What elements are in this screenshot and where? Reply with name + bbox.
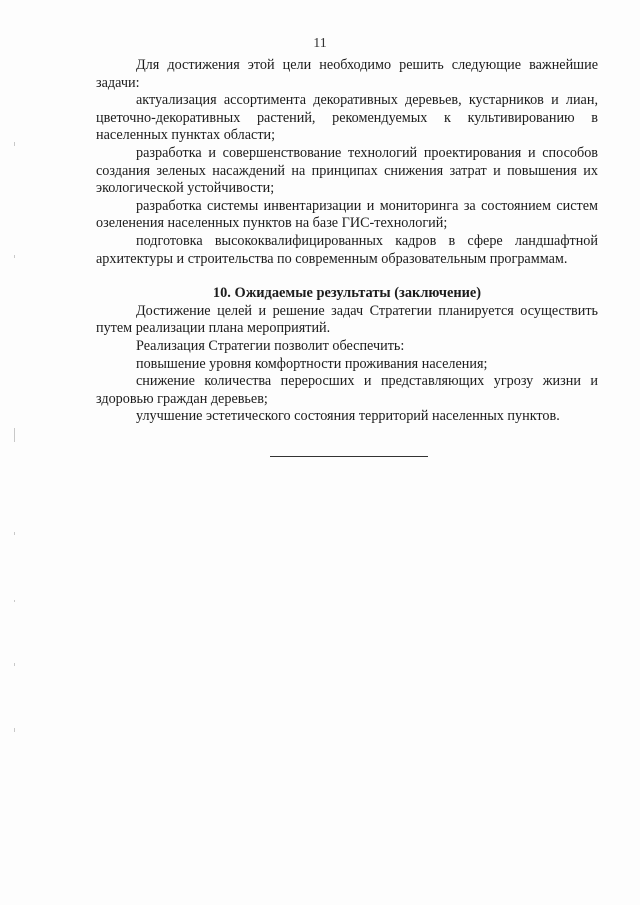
paragraph-results-intro: Реализация Стратегии позволит обеспечить: (136, 337, 405, 354)
end-of-text-rule (270, 456, 428, 457)
paragraph-task-inventory: разработка системы инвентаризации и мониторинга за состоянием систем озеленения населенных пунктов на базе ГИС-технологий; (96, 197, 598, 232)
paragraph-result-trees: снижение количества переросших и представляющих угрозу жизни и здоровью граждан деревьев; (96, 373, 598, 407)
paragraph-goal-tasks-intro: Для достижения этой цели необходимо решить следующие важнейшие задачи: (96, 57, 598, 91)
section-heading: 10. Ожидаемые результаты (заключение) (212, 285, 482, 302)
page-number: 11 (313, 36, 327, 51)
document-body (96, 57, 598, 426)
paragraph-task-personnel: подготовка высококвалифицированных кадров в сфере ландшафтной архитектуры и строительства по современным образовательным программам. (96, 232, 598, 267)
paragraph-task-assortment: актуализация ассортимента декоративных деревьев, кустарников и лиан, цветочно-декоративных растений, рекомендуемых к культивированию в населенных пунктах области; (96, 92, 598, 144)
paragraph-results-achievement: Достижение целей и решение задач Стратегии планируется осуществить путем реализации плана мероприятий. (96, 302, 598, 337)
paragraph-result-comfort: повышение уровня комфортности проживания населения; (136, 355, 488, 372)
paragraph-result-aesthetics: улучшение эстетического состояния территорий населенных пунктов. (136, 408, 560, 425)
paragraph-task-technologies: разработка и совершенствование технологий проектирования и способов создания зеленых насаждений на принципах снижения затрат и повышения их экологической устойчивости; (96, 144, 598, 197)
